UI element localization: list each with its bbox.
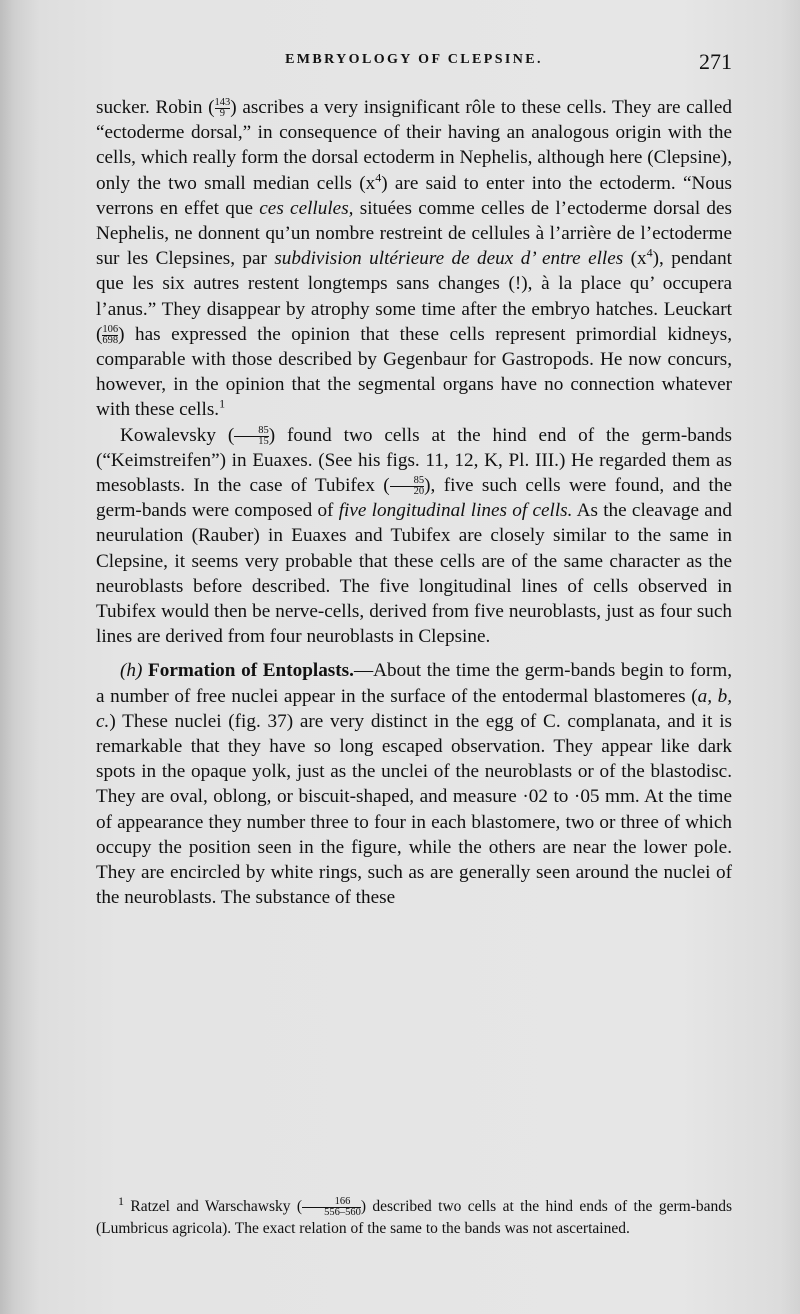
fraction-tubifex	[390, 476, 425, 497]
fraction-robin	[215, 98, 231, 119]
italic-text: ces cellules,	[259, 197, 354, 219]
superscript: 4	[375, 170, 382, 185]
running-head: EMBRYOLOGY OF CLEPSINE.	[285, 52, 543, 67]
text-span: ) has expressed the opinion that these cells represent primordial kidneys, comparable with those described by Gegenbaur for Gastropods. He now concurs, however, in the opinion that the segmental organs have no connection whatever with these cells.	[96, 323, 732, 421]
text-span: situées comme celles de l’ectoderme dorsal des Nephelis, ne donnent qu’un nombre restreint de cellules à l’arrière de l’ectoderme sur les Clepsines, par	[96, 197, 733, 270]
italic-text: subdivision ultérieure de deux d’ entre elles	[274, 248, 624, 270]
section-heading: Formation of Entoplasts.	[148, 660, 354, 682]
body-text	[96, 95, 732, 911]
fraction-numerator: 143	[214, 97, 231, 109]
page-number: 271	[699, 49, 732, 74]
text-span: ) ascribes a very insignificant rôle to these cells. They are called “ectoderme dorsal,” in consequence of their having an analogous origin with the cells, which really form the dorsal ectoderm in Nephelis, although here (Clepsine), only the two small median cells (x	[96, 97, 732, 194]
fraction-numerator: 106	[102, 323, 119, 335]
text-span: sucker. Robin (	[96, 97, 215, 118]
text-span: Kowalevsky (	[120, 424, 235, 446]
fraction-ratzel	[302, 1197, 361, 1218]
superscript: 4	[646, 245, 653, 260]
fraction-denominator: 9	[215, 108, 231, 119]
text-span: ), pendant que les six autres restent longtemps sans changes (!), à la place qu’ occupera l’anus.” They disappear by atrophy some time after the embryo hatches. Leuckart (	[96, 248, 732, 345]
text-span: ) described two cells at the hind ends of the germ-bands (Lumbricus agricola). The exact relation of the same to the bands was not ascertained.	[96, 1198, 732, 1237]
paragraph-entoplasts	[96, 658, 732, 910]
italic-text: a, b, c.	[96, 685, 733, 732]
fraction-denominator: 15	[234, 436, 269, 447]
fraction-kowalevsky	[234, 426, 269, 447]
paragraph-robin	[96, 95, 732, 423]
fraction-numerator: 85	[413, 475, 425, 487]
fraction-leuckart	[102, 325, 118, 346]
fraction-denominator: 698	[102, 334, 119, 346]
text-span: ) are said to enter into the ectoderm. “Nous verrons en effet que	[96, 172, 732, 219]
fraction-numerator: 166	[334, 1195, 351, 1207]
page-header	[96, 49, 732, 82]
footnote	[96, 1193, 732, 1239]
footnote-marker: 1	[219, 397, 226, 412]
text-span: Ratzel and Warschawsky (	[124, 1198, 303, 1215]
italic-text: five longitudinal lines of cells.	[338, 500, 573, 522]
text-span: ) found two cells at the hind end of the germ-bands (“Keimstreifen”) in Euaxes. (See his figs. 11, 12, K, Pl. III.) He regarded them as mesoblasts. In the case of Tubifex (	[96, 424, 732, 497]
text-span: —About the time the germ-bands begin to form, a number of free nuclei appear in the surface of the entodermal blastomeres (	[96, 660, 732, 707]
fraction-numerator: 85	[258, 424, 269, 436]
section-label: (h)	[120, 660, 143, 682]
paragraph-kowalevsky	[96, 423, 732, 650]
fraction-denominator: 556–560	[302, 1207, 361, 1218]
text-span: ) These nuclei (fig. 37) are very distinct in the egg of C. complanata, and it is remarkable that they have so long escaped observation. They appear like dark spots in the opaque yolk, just as the unclei of the neuroblasts or of the blastodisc. They are oval, oblong, or biscuit-shaped, and measure ·02 to ·05 mm. At the time of appearance they number three to four in each blastomere, two or three of which occupy the position seen in the figure, while the others are near the lower pole. They are encircled by white rings, such as are generally seen around the nuclei of the neuroblasts. The substance of these	[96, 710, 732, 909]
text-span: ), five such cells were found, and the germ-bands were composed of	[96, 475, 732, 522]
fraction-denominator: 20	[390, 486, 425, 497]
footnote-marker: 1	[118, 1193, 124, 1208]
text-span: (x	[623, 248, 647, 270]
text-span: As the cleavage and neurulation (Rauber) in Euaxes and Tubifex are closely similar to the same in Clepsine, it seems very probable that these cells are of the same character as the neuroblasts before described. The five longitudinal lines of cells observed in Tubifex would then be nerve-cells, derived from five neuroblasts, just as four such lines are derived from four neuroblasts in Clepsine.	[96, 500, 732, 648]
